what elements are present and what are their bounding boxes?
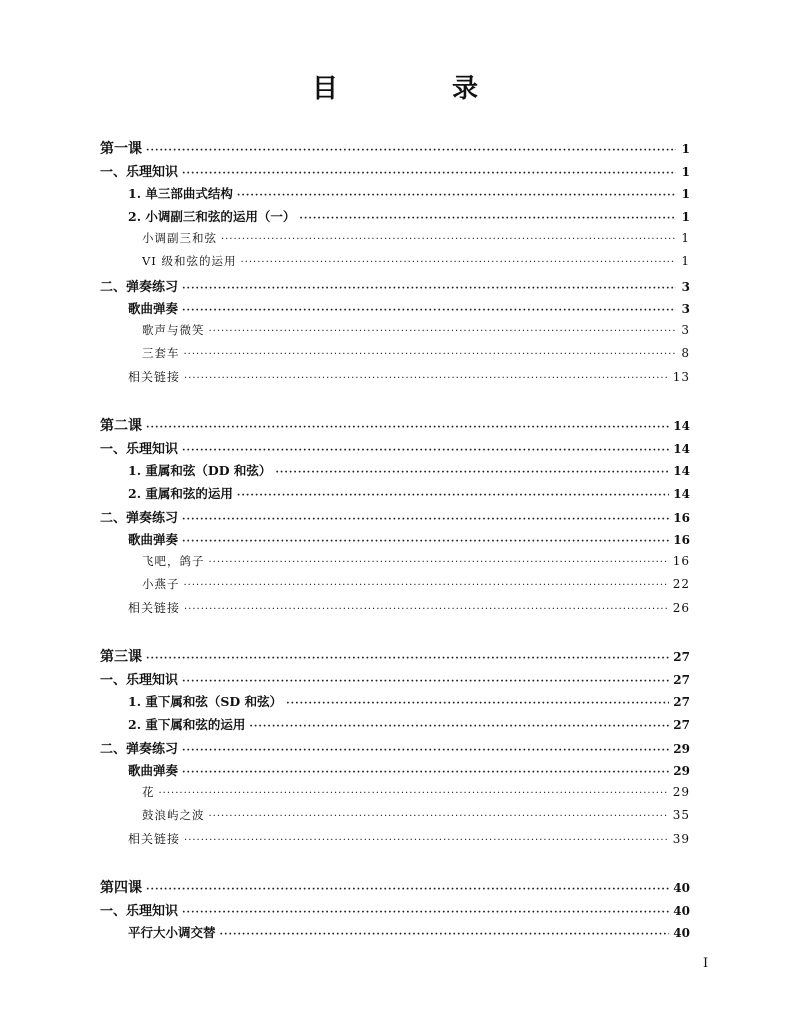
toc-label: 一、乐理知识 bbox=[100, 904, 179, 919]
toc-label: 歌曲弹奏 bbox=[128, 763, 179, 778]
toc-page: 29 bbox=[673, 742, 690, 756]
toc-entry-subsection[interactable] bbox=[128, 368, 690, 388]
dot-leader bbox=[182, 676, 669, 687]
toc-page: 8 bbox=[681, 346, 690, 360]
dot-leader bbox=[209, 811, 669, 822]
dot-leader bbox=[146, 653, 669, 664]
dot-leader bbox=[182, 305, 676, 316]
toc-page: 14 bbox=[673, 419, 690, 433]
dot-leader bbox=[182, 745, 669, 756]
toc-entry-item[interactable] bbox=[142, 345, 690, 365]
dot-leader bbox=[184, 373, 669, 384]
toc-page: 26 bbox=[672, 601, 690, 615]
toc-entry-subsection[interactable] bbox=[128, 715, 690, 735]
toc-page: 39 bbox=[672, 832, 690, 846]
dot-leader bbox=[237, 490, 669, 501]
toc-entry-section[interactable] bbox=[100, 438, 690, 458]
toc-page: 3 bbox=[681, 323, 690, 337]
toc-label: 第二课 bbox=[100, 418, 142, 434]
dot-leader bbox=[182, 907, 669, 918]
toc-label: 小燕子 bbox=[142, 577, 180, 591]
toc-label: 1. 重属和弦（DD 和弦） bbox=[128, 463, 272, 478]
dot-leader bbox=[184, 349, 677, 360]
toc-page: 35 bbox=[672, 808, 690, 822]
toc-label: 第四课 bbox=[100, 880, 142, 896]
toc-page: 14 bbox=[673, 464, 690, 478]
toc-label: 一、乐理知识 bbox=[100, 442, 179, 457]
toc-entry-section[interactable] bbox=[100, 900, 690, 920]
toc-label: 平行大小调交替 bbox=[128, 925, 216, 940]
toc-page: 29 bbox=[672, 785, 690, 799]
toc-label: 1. 单三部曲式结构 bbox=[128, 186, 233, 201]
dot-leader bbox=[182, 767, 669, 778]
toc-page: 16 bbox=[673, 511, 690, 525]
toc-label: 小调副三和弦 bbox=[142, 231, 217, 245]
toc-page: 1 bbox=[681, 187, 690, 201]
toc-entry-subsection[interactable] bbox=[128, 599, 690, 619]
dot-leader bbox=[221, 234, 676, 245]
dot-leader bbox=[209, 326, 677, 337]
toc-entry-item[interactable] bbox=[142, 784, 690, 804]
toc-page: 3 bbox=[681, 280, 690, 294]
dot-leader bbox=[182, 445, 669, 456]
toc-entry-subsection[interactable] bbox=[128, 207, 690, 227]
toc-label: 相关链接 bbox=[128, 601, 181, 615]
toc-label: 2. 重下属和弦的运用 bbox=[128, 717, 246, 732]
toc-page: 14 bbox=[673, 487, 690, 501]
toc-label: 二、弹奏练习 bbox=[100, 280, 179, 295]
toc-label: 第一课 bbox=[100, 141, 142, 157]
toc-page: 14 bbox=[673, 442, 690, 456]
toc-page: 40 bbox=[673, 926, 690, 940]
toc-page: 40 bbox=[673, 881, 690, 895]
dot-leader bbox=[182, 283, 676, 294]
toc-entry-item[interactable] bbox=[142, 807, 690, 827]
toc-entry-subsection[interactable] bbox=[128, 184, 690, 204]
toc-page: 1 bbox=[681, 210, 690, 224]
toc-entry-subsection[interactable] bbox=[128, 692, 690, 712]
toc-entry-lesson[interactable] bbox=[100, 877, 690, 897]
dot-leader bbox=[286, 698, 669, 709]
toc-label: 相关链接 bbox=[128, 832, 181, 846]
toc-label: 花 bbox=[142, 785, 155, 799]
toc-entry-item[interactable] bbox=[142, 322, 690, 342]
toc-entry-subsection[interactable] bbox=[128, 484, 690, 504]
toc-page: 1 bbox=[681, 142, 690, 156]
toc-label: 飞吧，鸽子 bbox=[142, 554, 205, 568]
toc-page: 16 bbox=[672, 554, 690, 568]
toc-label: 歌曲弹奏 bbox=[128, 301, 179, 316]
dot-leader bbox=[146, 145, 676, 156]
dot-leader bbox=[146, 884, 669, 895]
toc-entry-subsection[interactable] bbox=[128, 299, 690, 319]
dot-leader bbox=[182, 536, 669, 547]
toc-page: 22 bbox=[672, 577, 690, 591]
toc-page: 13 bbox=[672, 370, 690, 384]
dot-leader bbox=[184, 580, 669, 591]
toc-entry-lesson[interactable] bbox=[100, 138, 690, 158]
toc-entry-lesson[interactable] bbox=[100, 415, 690, 435]
toc-entry-item[interactable] bbox=[142, 230, 690, 250]
dot-leader bbox=[146, 422, 669, 433]
toc-entry-subsection[interactable] bbox=[128, 761, 690, 781]
toc-page: 27 bbox=[673, 718, 690, 732]
dot-leader bbox=[184, 604, 669, 615]
toc-entry-subsection[interactable] bbox=[128, 461, 690, 481]
dot-leader bbox=[275, 467, 669, 478]
page-number: I bbox=[703, 956, 709, 971]
toc-label: 三套车 bbox=[142, 346, 180, 360]
toc-entry-subsection[interactable] bbox=[128, 830, 690, 850]
toc-label: 歌声与微笑 bbox=[142, 323, 205, 337]
dot-leader bbox=[241, 257, 676, 268]
toc-label: 第三课 bbox=[100, 649, 142, 665]
dot-leader bbox=[209, 557, 669, 568]
toc-entry-section[interactable] bbox=[100, 669, 690, 689]
toc-label: 鼓浪屿之波 bbox=[142, 808, 205, 822]
toc-page: 27 bbox=[673, 673, 690, 687]
toc-page: 1 bbox=[681, 231, 690, 245]
toc-entry-item[interactable] bbox=[142, 553, 690, 573]
toc-label: 一、乐理知识 bbox=[100, 673, 179, 688]
toc-label: 1. 重下属和弦（SD 和弦） bbox=[128, 694, 283, 709]
toc-page: 27 bbox=[673, 695, 690, 709]
dot-leader bbox=[237, 190, 676, 201]
toc-page: 1 bbox=[681, 165, 690, 179]
toc-label: 歌曲弹奏 bbox=[128, 532, 179, 547]
toc-entry-lesson[interactable] bbox=[100, 646, 690, 666]
toc-entry-item[interactable] bbox=[142, 253, 690, 273]
dot-leader bbox=[220, 929, 670, 940]
toc-label: 2. 重属和弦的运用 bbox=[128, 486, 233, 501]
dot-leader bbox=[249, 721, 669, 732]
toc-page: 29 bbox=[673, 764, 690, 778]
toc-label: 二、弹奏练习 bbox=[100, 511, 179, 526]
toc-page: 3 bbox=[681, 302, 690, 316]
toc-label: 二、弹奏练习 bbox=[100, 742, 179, 757]
toc-entry-section[interactable] bbox=[100, 276, 690, 296]
toc-page: 1 bbox=[681, 254, 690, 268]
toc-entry-section[interactable] bbox=[100, 161, 690, 181]
toc-entry-subsection[interactable] bbox=[128, 530, 690, 550]
toc-label: 2. 小调副三和弦的运用（一） bbox=[128, 209, 296, 224]
toc-label: 相关链接 bbox=[128, 370, 181, 384]
dot-leader bbox=[184, 835, 669, 846]
toc-label: VI 级和弦的运用 bbox=[142, 254, 237, 268]
toc-page: 16 bbox=[673, 533, 690, 547]
dot-leader bbox=[159, 788, 669, 799]
dot-leader bbox=[182, 168, 676, 179]
toc-entry-item[interactable] bbox=[142, 576, 690, 596]
toc-page: 27 bbox=[673, 650, 690, 664]
page-title: 目 录 bbox=[311, 74, 522, 104]
toc-entry-subsection[interactable] bbox=[128, 923, 690, 943]
toc-entry-section[interactable] bbox=[100, 738, 690, 758]
dot-leader bbox=[299, 213, 676, 224]
toc-page: 40 bbox=[673, 904, 690, 918]
dot-leader bbox=[182, 514, 669, 525]
toc-entry-section[interactable] bbox=[100, 507, 690, 527]
toc-label: 一、乐理知识 bbox=[100, 165, 179, 180]
